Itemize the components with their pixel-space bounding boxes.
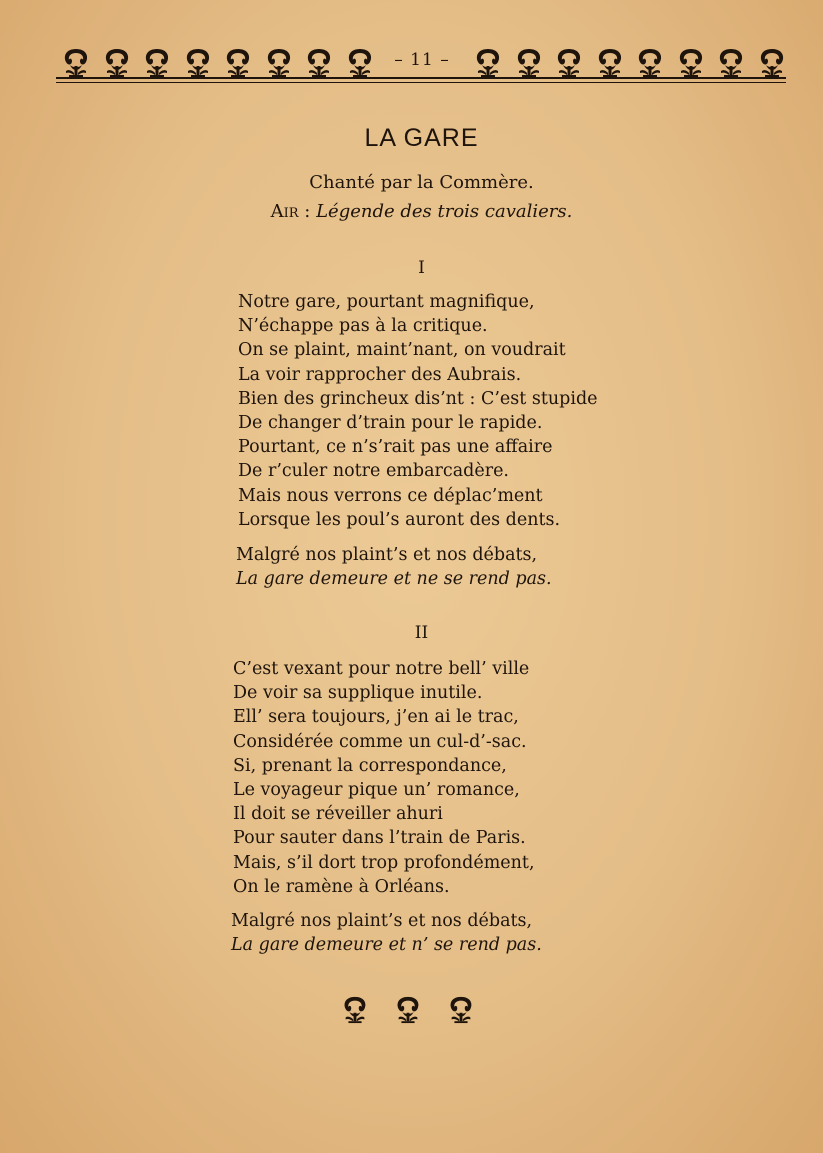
fleuron-icon	[222, 46, 254, 78]
fleuron-icon	[101, 46, 133, 78]
fleuron-icon	[513, 46, 545, 78]
fleuron-icon	[472, 46, 504, 78]
page-header	[56, 44, 786, 84]
header-rule-thin	[56, 82, 786, 83]
refrain-line: Malgré nos plaint’s et nos débats,	[231, 911, 533, 931]
fleuron-icon	[756, 46, 788, 78]
verse-line: On le ramène à Orléans.	[233, 876, 450, 897]
refrain-line: Malgré nos plaint’s et nos débats,	[236, 545, 538, 565]
fleuron-icon	[141, 46, 173, 78]
verse-line: On se plaint, maint’nant, on voudrait	[238, 340, 566, 361]
air-tune: Légende des trois cavaliers.	[316, 201, 573, 222]
verse-line: Si, prenant la correspondance,	[233, 755, 507, 776]
verse-line: Considérée comme un cul-d’-sac.	[233, 731, 527, 752]
verse-line: Bien des grincheux dis’nt : C’est stupide	[238, 388, 598, 409]
air-label: Air :	[270, 201, 311, 222]
fleuron-icon	[446, 994, 476, 1024]
stanza-verse	[238, 290, 598, 532]
fleuron-icon	[263, 46, 295, 78]
song-subtitle: Chanté par la Commère.	[309, 172, 534, 193]
fleuron-icon	[594, 46, 626, 78]
verse-line: De r’culer notre embarcadère.	[238, 461, 509, 482]
fleuron-icon	[393, 994, 423, 1024]
verse-line: Pourtant, ce n’s’rait pas une affaire	[238, 437, 553, 458]
fleuron-icon	[715, 46, 747, 78]
fleuron-icon	[303, 46, 335, 78]
footer-ornaments	[340, 994, 499, 1024]
fleuron-icon	[634, 46, 666, 78]
verse-line: Notre gare, pourtant magnifique,	[238, 292, 535, 312]
verse-line: Mais nous verrons ce déplac’ment	[238, 485, 543, 506]
song-air	[0, 201, 823, 222]
header-rule-thick	[56, 77, 786, 79]
verse-line: Pour sauter dans l’train de Paris.	[233, 828, 526, 849]
verse-line: Le voyageur pique un’ romance,	[233, 780, 520, 801]
fleuron-icon	[182, 46, 214, 78]
fleuron-icon	[675, 46, 707, 78]
verse-line: Il doit se réveiller ahuri	[233, 804, 443, 825]
verse-line: Lorsque les poul’s auront des dents.	[238, 509, 561, 530]
fleuron-icon	[553, 46, 585, 78]
stanza-verse	[233, 657, 535, 899]
header-ornaments-left	[60, 46, 384, 78]
verse-line: La voir rapprocher des Aubrais.	[238, 364, 522, 385]
page-number: – 11 –	[394, 50, 450, 70]
fleuron-icon	[60, 46, 92, 78]
fleuron-icon	[344, 46, 376, 78]
verse-line: Mais, s’il dort trop profondément,	[233, 852, 535, 873]
refrain-line-italic: La gare demeure et n’ se rend pas.	[231, 935, 542, 955]
verse-line: De voir sa supplique inutile.	[233, 683, 483, 704]
stanza-refrain	[231, 909, 542, 957]
song-title: LA GARE	[364, 124, 479, 152]
verse-line: N’échappe pas à la critique.	[238, 316, 488, 337]
verse-line: Ell’ sera toujours, j’en ai le trac,	[233, 707, 519, 728]
stanza-numeral: I	[418, 258, 425, 278]
stanza-numeral: II	[414, 623, 429, 643]
refrain-line-italic: La gare demeure et ne se rend pas.	[236, 569, 552, 589]
fleuron-icon	[340, 994, 370, 1024]
stanza-refrain	[236, 543, 552, 591]
header-ornaments-right	[472, 46, 796, 78]
verse-line: De changer d’train pour le rapide.	[238, 413, 543, 434]
verse-line: C’est vexant pour notre bell’ ville	[233, 659, 530, 679]
